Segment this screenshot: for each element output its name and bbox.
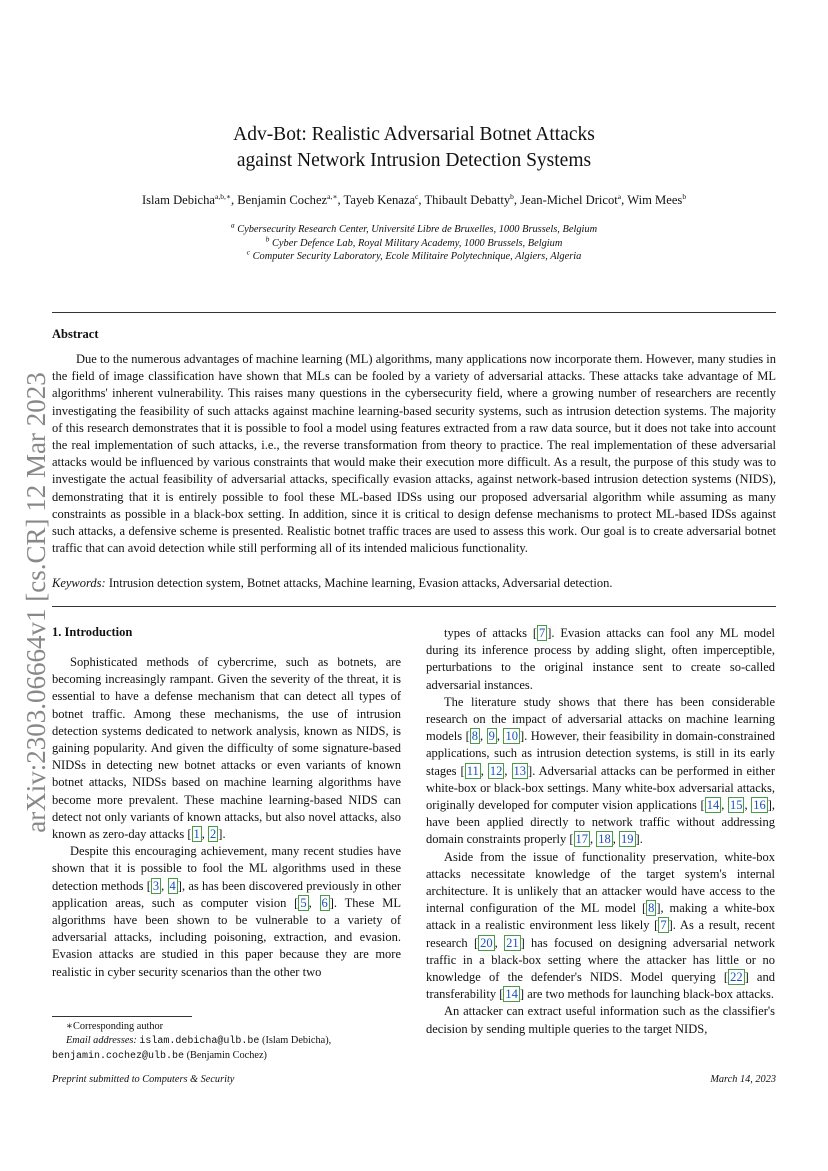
- author-list: Islam Debicha$^{a,b,∗}$, Benjamin Cochez$^{a,∗}$, Tayeb Kenaza$^c$, Thibault Debatty$^b$, Jean-Michel Dricot$^a$, Wim Mees$^b$: [141, 191, 687, 207]
- footnote: [52, 1020, 401, 1064]
- affiliation: $^a$ Cybersecurity Research Center, Université Libre de Bruxelles, 1000 Brussels, Belgium: [230, 220, 598, 235]
- email-name-1: (Islam Debicha),: [259, 1035, 332, 1046]
- affiliation: $^b$ Cyber Defence Lab, Royal Military Academy, 1000 Brussels, Belgium: [265, 234, 563, 249]
- email-link-1[interactable]: islam.debicha@ulb.be: [139, 1036, 260, 1047]
- citation-link[interactable]: 7: [539, 626, 546, 640]
- email-link-2[interactable]: benjamin.cochez@ulb.be: [52, 1051, 185, 1062]
- citation-link[interactable]: 11: [466, 763, 479, 778]
- footer-date: March 14, 2023: [710, 1074, 776, 1085]
- title-line-2: against Network Intrusion Detection Systems: [236, 150, 592, 171]
- paragraph: types of attacks [ 7 ]. Evasion attacks can fool any ML model during its inference process by adding slight, often imperceptible, perturbations to the original instance sent to create so-called adversarial instances.: [426, 626, 775, 692]
- citation-link[interactable]: 8: [471, 729, 479, 744]
- citation-link[interactable]: 10: [505, 729, 518, 744]
- arxiv-stamp: [18, 350, 54, 855]
- keywords-label: Keywords:: [52, 576, 106, 590]
- citation-link[interactable]: 2: [210, 827, 217, 842]
- affiliation-mark: a: [230, 220, 235, 230]
- arxiv-id: arXiv:2303.06664v1 [cs.CR] 12 Mar 2023: [21, 372, 51, 833]
- footnote-divider: [52, 1016, 192, 1017]
- citation-link[interactable]: 21: [506, 935, 519, 950]
- author-affil-mark: a,∗: [327, 191, 338, 201]
- citation-link[interactable]: 14: [505, 987, 518, 1002]
- citation-link[interactable]: 9: [488, 729, 495, 744]
- author-affil-mark: b: [682, 191, 687, 201]
- keywords: [52, 576, 776, 591]
- author-affil-mark: b: [510, 191, 514, 201]
- author-name: Tayeb Kenaza: [343, 193, 416, 207]
- paper-title: [0, 122, 828, 174]
- citation-link[interactable]: 18: [598, 832, 611, 847]
- citation-link[interactable]: 22: [730, 970, 743, 985]
- author-affil-mark: a: [617, 191, 622, 201]
- affiliation-list: [40, 220, 788, 264]
- citation-link[interactable]: 1: [193, 827, 200, 842]
- email-name-2: (Benjamin Cochez): [184, 1050, 267, 1061]
- abstract-divider: [52, 606, 776, 607]
- author-name: Benjamin Cochez: [237, 193, 328, 207]
- abstract-heading: Abstract: [52, 327, 99, 341]
- citation-link[interactable]: 13: [513, 763, 527, 778]
- author-name: Wim Mees: [627, 193, 683, 207]
- section-heading: 1. Introduction: [52, 625, 133, 639]
- footer-journal: Preprint submitted to Computers & Security: [52, 1074, 235, 1085]
- title-line-1: Adv-Bot: Realistic Adversarial Botnet Attacks: [233, 124, 595, 145]
- top-divider: [52, 312, 776, 313]
- citation-link[interactable]: 17: [575, 832, 589, 847]
- author-affil-mark: a,b,∗: [215, 191, 231, 201]
- email-label: Email addresses:: [66, 1035, 140, 1046]
- citation-link[interactable]: 15: [729, 798, 743, 813]
- citation-link[interactable]: 6: [321, 895, 328, 910]
- paragraph: An attacker can extract useful information such as the classifier's decision by sending multiple queries to the target NIDS,: [426, 1004, 775, 1036]
- citation-link[interactable]: 20: [480, 935, 493, 950]
- paragraph: Despite this encouraging achievement, many recent studies have shown that it is possible to fool the ML algorithms used in these detection methods [ 3 , 4 ], as has been discovered previously in other application areas, such as computer vision [ 5 , 6 ]. These ML algorithms have been shown to be vulnerable to a variety of adversarial attacks, including poisoning, extraction, and evasion. Evasion attacks are studied in this paper because they are more realistic in cyber security scenarios than the other two: [52, 844, 402, 979]
- citation-link[interactable]: 16: [753, 798, 766, 813]
- affiliation-mark: b: [265, 234, 270, 244]
- citation-link[interactable]: 7: [660, 918, 667, 933]
- right-column: [426, 625, 775, 1038]
- citation-link[interactable]: 5: [300, 895, 307, 910]
- paragraph: The literature study shows that there has been considerable research on the impact of adversarial attacks on machine learning models [ 8 , 9 , 10 ]. However, their feasibility in domain-constrained applications, such as intrusion detection systems, is still in its early stages [ 11 , 12 , 13 ]. Adversarial attacks can be performed in either white-box or black-box settings. Many white-box adversarial attacks, originally developed for computer vision applications [ 14 , 15 , 16 ], have been applied directly to network traffic without addressing domain constraints properly [ 17 , 18 , 19 ].: [426, 694, 776, 847]
- keywords-text: Intrusion detection system, Botnet attacks, Machine learning, Evasion attacks, Adversarial detection.: [108, 576, 613, 590]
- abstract-text: Due to the numerous advantages of machine learning (ML) algorithms, many applications now incorporate them. However, many studies in the field of image classification have shown that MLs can be fooled by a variety of adversarial attacks. These attacks take advantage of ML algorithms' inherent vulnerability. This raises many questions in the cybersecurity field, where a growing number of researchers are recently investigating the feasibility of such attacks against machine learning-based security systems, such as intrusion detection systems. The majority of this research demonstrates that it is possible to fool a model using features extracted from a raw data source, but it does not take into account the real implementation of such attacks, i.e., the reverse transformation from theory to practice. The real implementation of these adversarial attacks would be influenced by various constraints that would make their execution more difficult. As a result, the purpose of this study was to investigate the actual feasibility of adversarial attacks, specifically evasion attacks, against network-based intrusion detection systems (NIDS), demonstrating that it is entirely possible to fool these ML-based IDSs using our proposed adversarial algorithm while assuming as many constraints as possible in a black-box setting. In addition, since it is critical to design defense mechanisms to protect ML-based IDSs against such attacks, a defensive scheme is presented. Realistic botnet traffic traces are used to assess this work. Our goal is to create adversarial botnet traffic that can avoid detection while still performing all of its intended malicious functionality.: [52, 352, 776, 556]
- author-affil-mark: c: [415, 191, 419, 201]
- corresponding-author-note: ∗Corresponding author: [66, 1021, 164, 1032]
- citation-link[interactable]: 14: [706, 798, 720, 813]
- paragraph: Sophisticated methods of cybercrime, such as botnets, are becoming increasingly rampant. Given the severity of the threat, it is essential to have a defense mechanism that can detect all types of botnet traffic. Among these mechanisms, the use of intrusion detection systems dedicated to network analysis, known as NIDS, is gaining popularity. And given the difficulty of some signature-based NIDSs in detecting new botnet attacks or even variants of known botnet attacks, NIDSs based on machine learning algorithms have become more prevalent. These machine learning-based NIDS can detect not only variants of known attacks, but also novel attacks, also known as zero-day attacks [ 1 , 2 ].: [52, 655, 401, 842]
- author-name: Islam Debicha: [141, 193, 216, 207]
- citation-link[interactable]: 3: [152, 878, 160, 893]
- affiliation-mark: c: [246, 247, 250, 257]
- email-line: [52, 1034, 401, 1049]
- paragraph: Aside from the issue of functionality preservation, white-box attacks necessitate knowledge of the target system's internal architecture. It is unlikely that an attacker would have access to the internal configuration of the ML model [ 8 ], making a white-box attack in a realistic environment less likely [ 7 ]. As a result, recent research [ 20 , 21 ] has focused on designing adversarial network traffic in a black-box setting where the attacker has little or no knowledge of the defender's NIDS. Model querying [ 22 ] and transferability [ 14 ] are two methods for launching black-box attacks.: [426, 849, 776, 1002]
- affiliation: $^c$ Computer Security Laboratory, Ecole Militaire Polytechnique, Algiers, Algeria: [246, 247, 582, 262]
- author-name: Jean-Michel Dricot: [520, 193, 618, 207]
- author-name: Thibault Debatty: [424, 193, 511, 207]
- citation-link[interactable]: 8: [648, 901, 655, 916]
- citation-link[interactable]: 12: [489, 763, 503, 778]
- citation-link[interactable]: 19: [621, 832, 634, 847]
- citation-link[interactable]: 4: [169, 878, 176, 893]
- email-line-2: [52, 1049, 401, 1064]
- left-column: [52, 654, 401, 981]
